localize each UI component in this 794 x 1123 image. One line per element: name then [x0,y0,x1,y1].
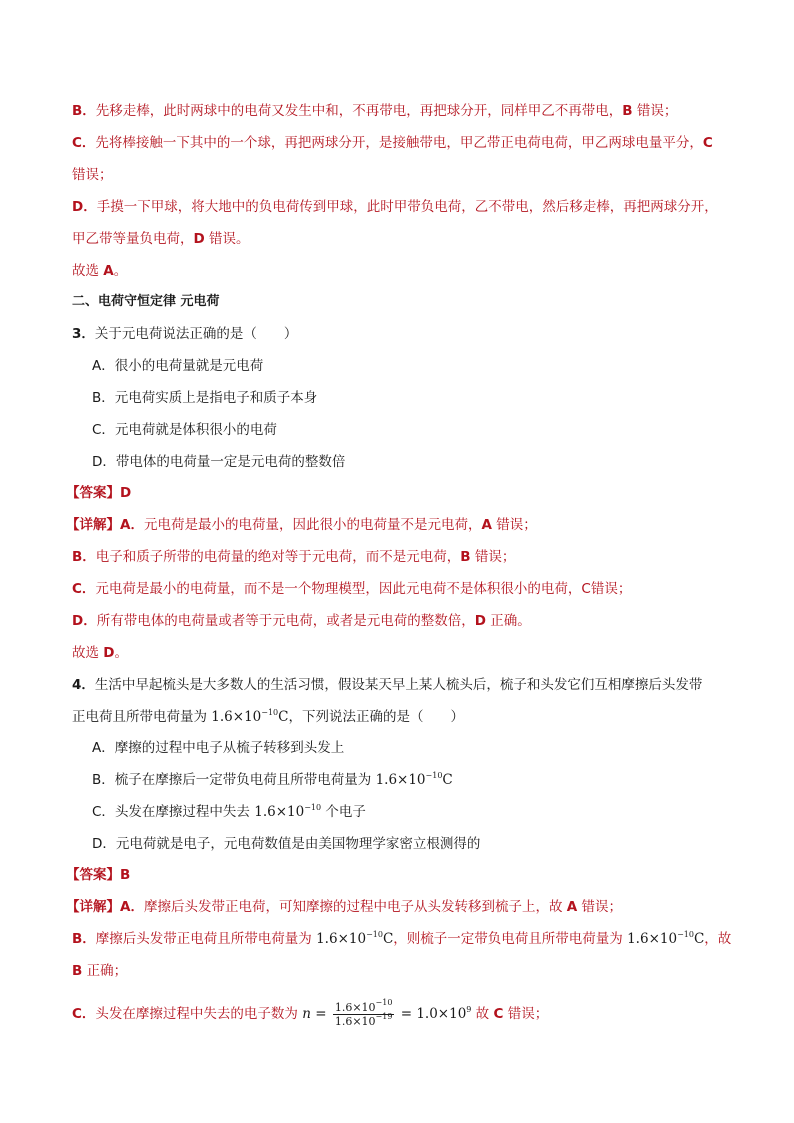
q3-option-a: A．很小的电荷量就是元电荷 [92,358,264,374]
q3-option-c: C．元电荷就是体积很小的电荷 [92,422,277,438]
q3-detail-d: D．所有带电体的电荷量或者等于元电荷，或者是元电荷的整数倍，D 正确。 [72,613,531,629]
q3-detail-b: B．电子和质子所带的电荷量的绝对等于元电荷，而不是元电荷，B 错误； [72,549,516,565]
q4-option-a: A．摩擦的过程中电子从梳子转移到头发上 [92,740,345,756]
charge-value: $1.6\times 10^{-10}C$ [211,708,289,725]
q2-detail-c: C．先将棒接触一下其中的一个球，再把两球分开，是接触带电，甲乙带正电荷电荷，甲乙两球电量平分，C [72,135,713,151]
q3-option-d: D．带电体的电荷量一定是元电荷的整数倍 [92,454,346,470]
q4-stem-cont: 正电荷且所带电荷量为 $1.6\times 10^{-10}C$，下列说法正确的是（ ） [72,708,464,725]
q3-detail-a: 【详解】A．元电荷是最小的电荷量，因此很小的电荷量不是元电荷，A 错误； [66,517,537,533]
charge-count: $1.6\times 10^{-10}$ [254,803,322,820]
q4-answer: 【答案】B [66,867,131,883]
q3-answer: 【答案】D [66,485,132,501]
q4-detail-b-cont: B 正确； [72,963,128,979]
q4-option-b: B．梳子在摩擦后一定带负电荷且所带电荷量为 $1.6\times 10^{-10}C$ [92,771,453,788]
q3-option-b: B．元电荷实质上是指电子和质子本身 [92,390,318,406]
q4-option-d: D．元电荷就是电子，元电荷数值是由美国物理学家密立根测得的 [92,836,481,852]
q3-stem: 3．关于元电荷说法正确的是（ ） [72,326,298,342]
q2-detail-c-cont: 错误； [72,167,113,183]
q4-detail-c: C．头发在摩擦过程中失去的电子数为 n = $\frac{1.6\times 10^{-10}}{1.6\times 10^{-19}}$ = $1.0\times 10^9$ 故 C 错误； [72,997,549,1028]
q2-select: 故选 A。 [72,263,128,279]
q4-stem: 4．生活中早起梳头是大多数人的生活习惯，假设某天早上某人梳头后，梳子和头发它们互相摩擦后头发带 [72,677,703,693]
charge-value: $1.6\times 10^{-10}C$ [627,930,705,947]
q2-detail-d: D．手摸一下甲球，将大地中的负电荷传到甲球，此时甲带负电荷，乙不带电，然后移走棒，再把两球分开， [72,199,718,215]
q2-detail-b: B．先移走棒，此时两球中的电荷又发生中和，不再带电，再把球分开，同样甲乙不再带电，B 错误； [72,103,678,119]
electron-count-fraction: $\frac{1.6\times 10^{-10}}{1.6\times 10^{-19}}$ [334,997,393,1028]
q3-select: 故选 D。 [72,645,129,661]
q2-detail-d-cont: 甲乙带等量负电荷，D 错误。 [72,231,250,247]
q4-detail-b: B．摩擦后头发带正电荷且所带电荷量为 $1.6\times 10^{-10}C$，则梳子一定带负电荷且所带电荷量为 $1.6\times 10^{-10}C$，故 [72,930,732,947]
q4-option-c: C．头发在摩擦过程中失去 $1.6\times 10^{-10}$ 个电子 [92,803,366,820]
charge-value: $1.6\times 10^{-10}C$ [316,930,394,947]
charge-value: $1.6\times 10^{-10}C$ [375,771,453,788]
section-title: 二、电荷守恒定律 元电荷 [72,294,220,309]
q3-detail-c: C．元电荷是最小的电荷量，而不是一个物理模型，因此元电荷不是体积很小的电荷，C错误； [72,581,632,597]
q4-detail-a: 【详解】A．摩擦后头发带正电荷，可知摩擦的过程中电子从头发转移到梳子上，故 A 错误； [66,899,622,915]
